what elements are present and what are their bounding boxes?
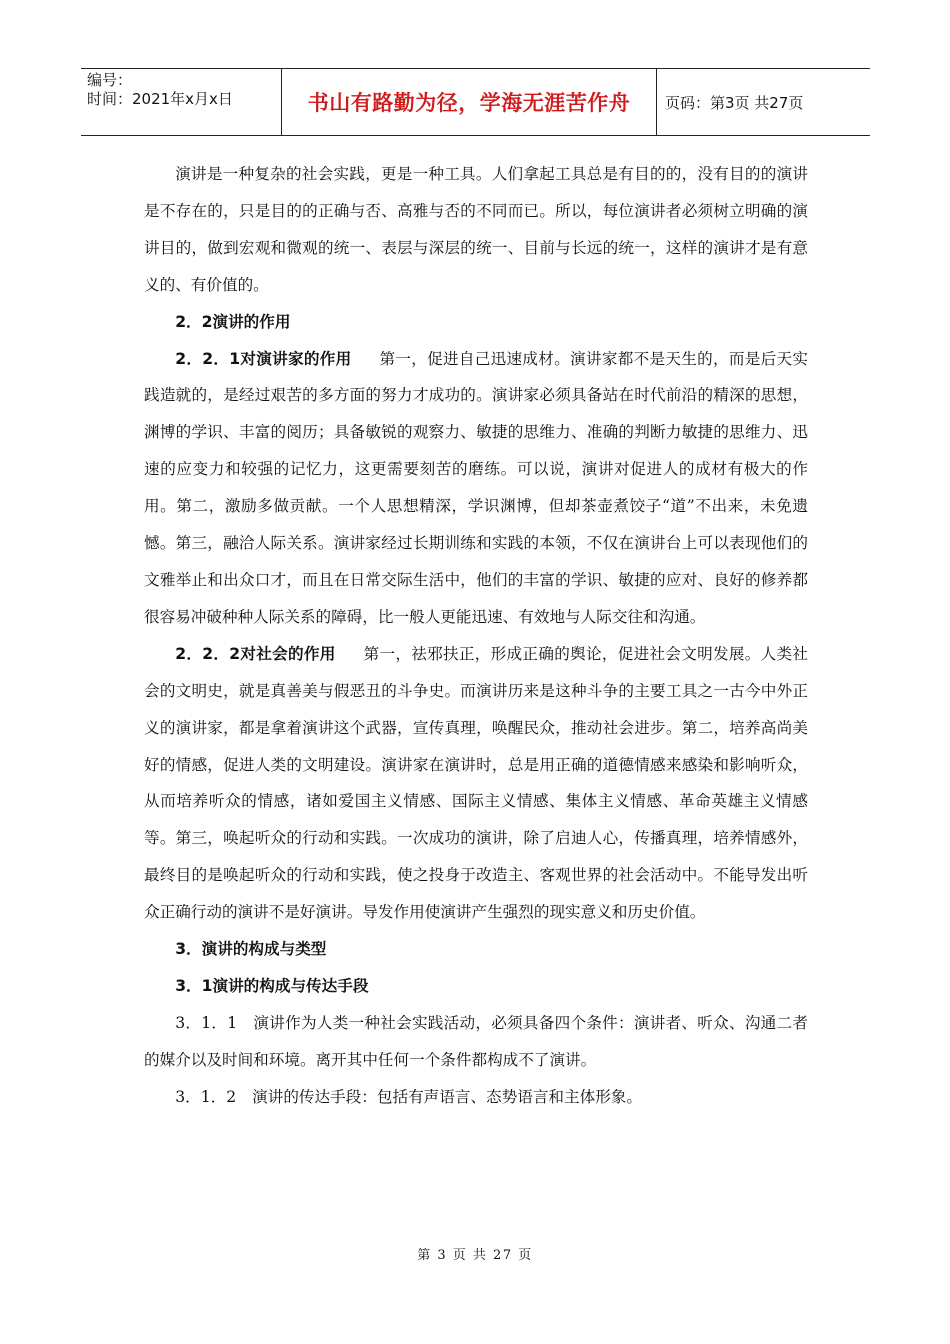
paragraph-2-2-1 bbox=[144, 341, 808, 636]
number-label: 编号： bbox=[87, 71, 133, 89]
paragraph-2-2-2-text: 第一，祛邪扶正，形成正确的舆论，促进社会文明发展。人类社会的文明史，就是真善美与假恶丑的斗争史。而演讲历来是这种斗争的主要工具之一古今中外正义的演讲家，都是拿着演讲这个武器，宣传真理，唤醒民众，推动社会进步。第二，培养高尚美好的情感，促进人类的文明建设。演讲家在演讲时，总是用正确的道德情感来感染和影响听众，从而培养听众的情感，诸如爱国主义情感、国际主义情感、集体主义情感、革命英雄主义情感等。第三，唤起听众的行动和实践。一次成功的演讲，除了启迪人心，传播真理，培养情感外，最终目的是唤起听众的行动和实践，使之投身于改造主、客观世界的社会活动中。不能导发出听众正确行动的演讲不是好演讲。导发作用使演讲产生强烈的现实意义和历史价值。 bbox=[144, 644, 808, 922]
document-header bbox=[81, 68, 870, 136]
paragraph-2-2-1-text: 第一，促进自己迅速成材。演讲家都不是天生的，而是后天实践造就的，是经过艰苦的多方面的努力才成功的。演讲家必须具备站在时代前沿的精深的思想，渊博的学识、丰富的阅历；具备敏锐的观察力、敏捷的思维力、准确的判断力敏捷的思维力、迅速的应变力和较强的记忆力，这更需要刻苦的磨练。可以说，演讲对促进人的成材有极大的作用。第二，激励多做贡献。一个人思想精深，学识渊博，但却茶壶煮饺子“道”不出来，未免遗憾。第三，融洽人际关系。演讲家经过长期训练和实践的本领，不仅在演讲台上可以表现他们的文雅举止和出众口才，而且在日常交际生活中，他们的丰富的学识、敏捷的应对、良好的修养都很容易冲破种种人际关系的障碍，比一般人更能迅速、有效地与人际交往和沟通。 bbox=[144, 349, 808, 626]
paragraph-intro: 演讲是一种复杂的社会实践，更是一种工具。人们拿起工具总是有目的的，没有目的的演讲是不存在的，只是目的的正确与否、高雅与否的不同而已。所以，每位演讲者必须树立明确的演讲目的，做到宏观和微观的统一、表层与深层的统一、目前与长远的统一，这样的演讲才是有意义的、有价值的。 bbox=[144, 165, 808, 294]
paragraph-3-1-1-text: 演讲作为人类一种社会实践活动，必须具备四个条件：演讲者、听众、沟通二者的媒介以及时间和环境。离开其中任何一个条件都构成不了演讲。 bbox=[144, 1013, 808, 1069]
paragraph-3-1-2-text: 演讲的传达手段：包括有声语言、态势语言和主体形象。 bbox=[252, 1087, 642, 1106]
date-label: 时间：2021年x月x日 bbox=[87, 90, 233, 108]
header-motto: 书山有路勤为径，学海无涯苦作舟 bbox=[281, 69, 657, 135]
paragraph-2-2-2 bbox=[144, 636, 808, 931]
heading-3: 3．演讲的构成与类型 bbox=[175, 940, 327, 959]
heading-2-2-1: 2．2．1对演讲家的作用 bbox=[175, 349, 352, 368]
number-3-1-1: 3．1．1 bbox=[175, 1013, 238, 1032]
page-footer: 第 3 页 共 27 页 bbox=[417, 1248, 533, 1263]
paragraph-3-1-1 bbox=[144, 1005, 808, 1079]
heading-2-2: 2．2演讲的作用 bbox=[175, 312, 291, 331]
paragraph-3-1-2 bbox=[144, 1079, 808, 1116]
header-page-info: 页码：第3页 共27页 bbox=[665, 93, 804, 112]
number-3-1-2: 3．1．2 bbox=[175, 1087, 237, 1106]
heading-2-2-2: 2．2．2对社会的作用 bbox=[175, 644, 336, 663]
header-left-cell bbox=[81, 69, 281, 135]
heading-3-1: 3．1演讲的构成与传达手段 bbox=[175, 976, 369, 995]
document-body bbox=[144, 156, 808, 1116]
